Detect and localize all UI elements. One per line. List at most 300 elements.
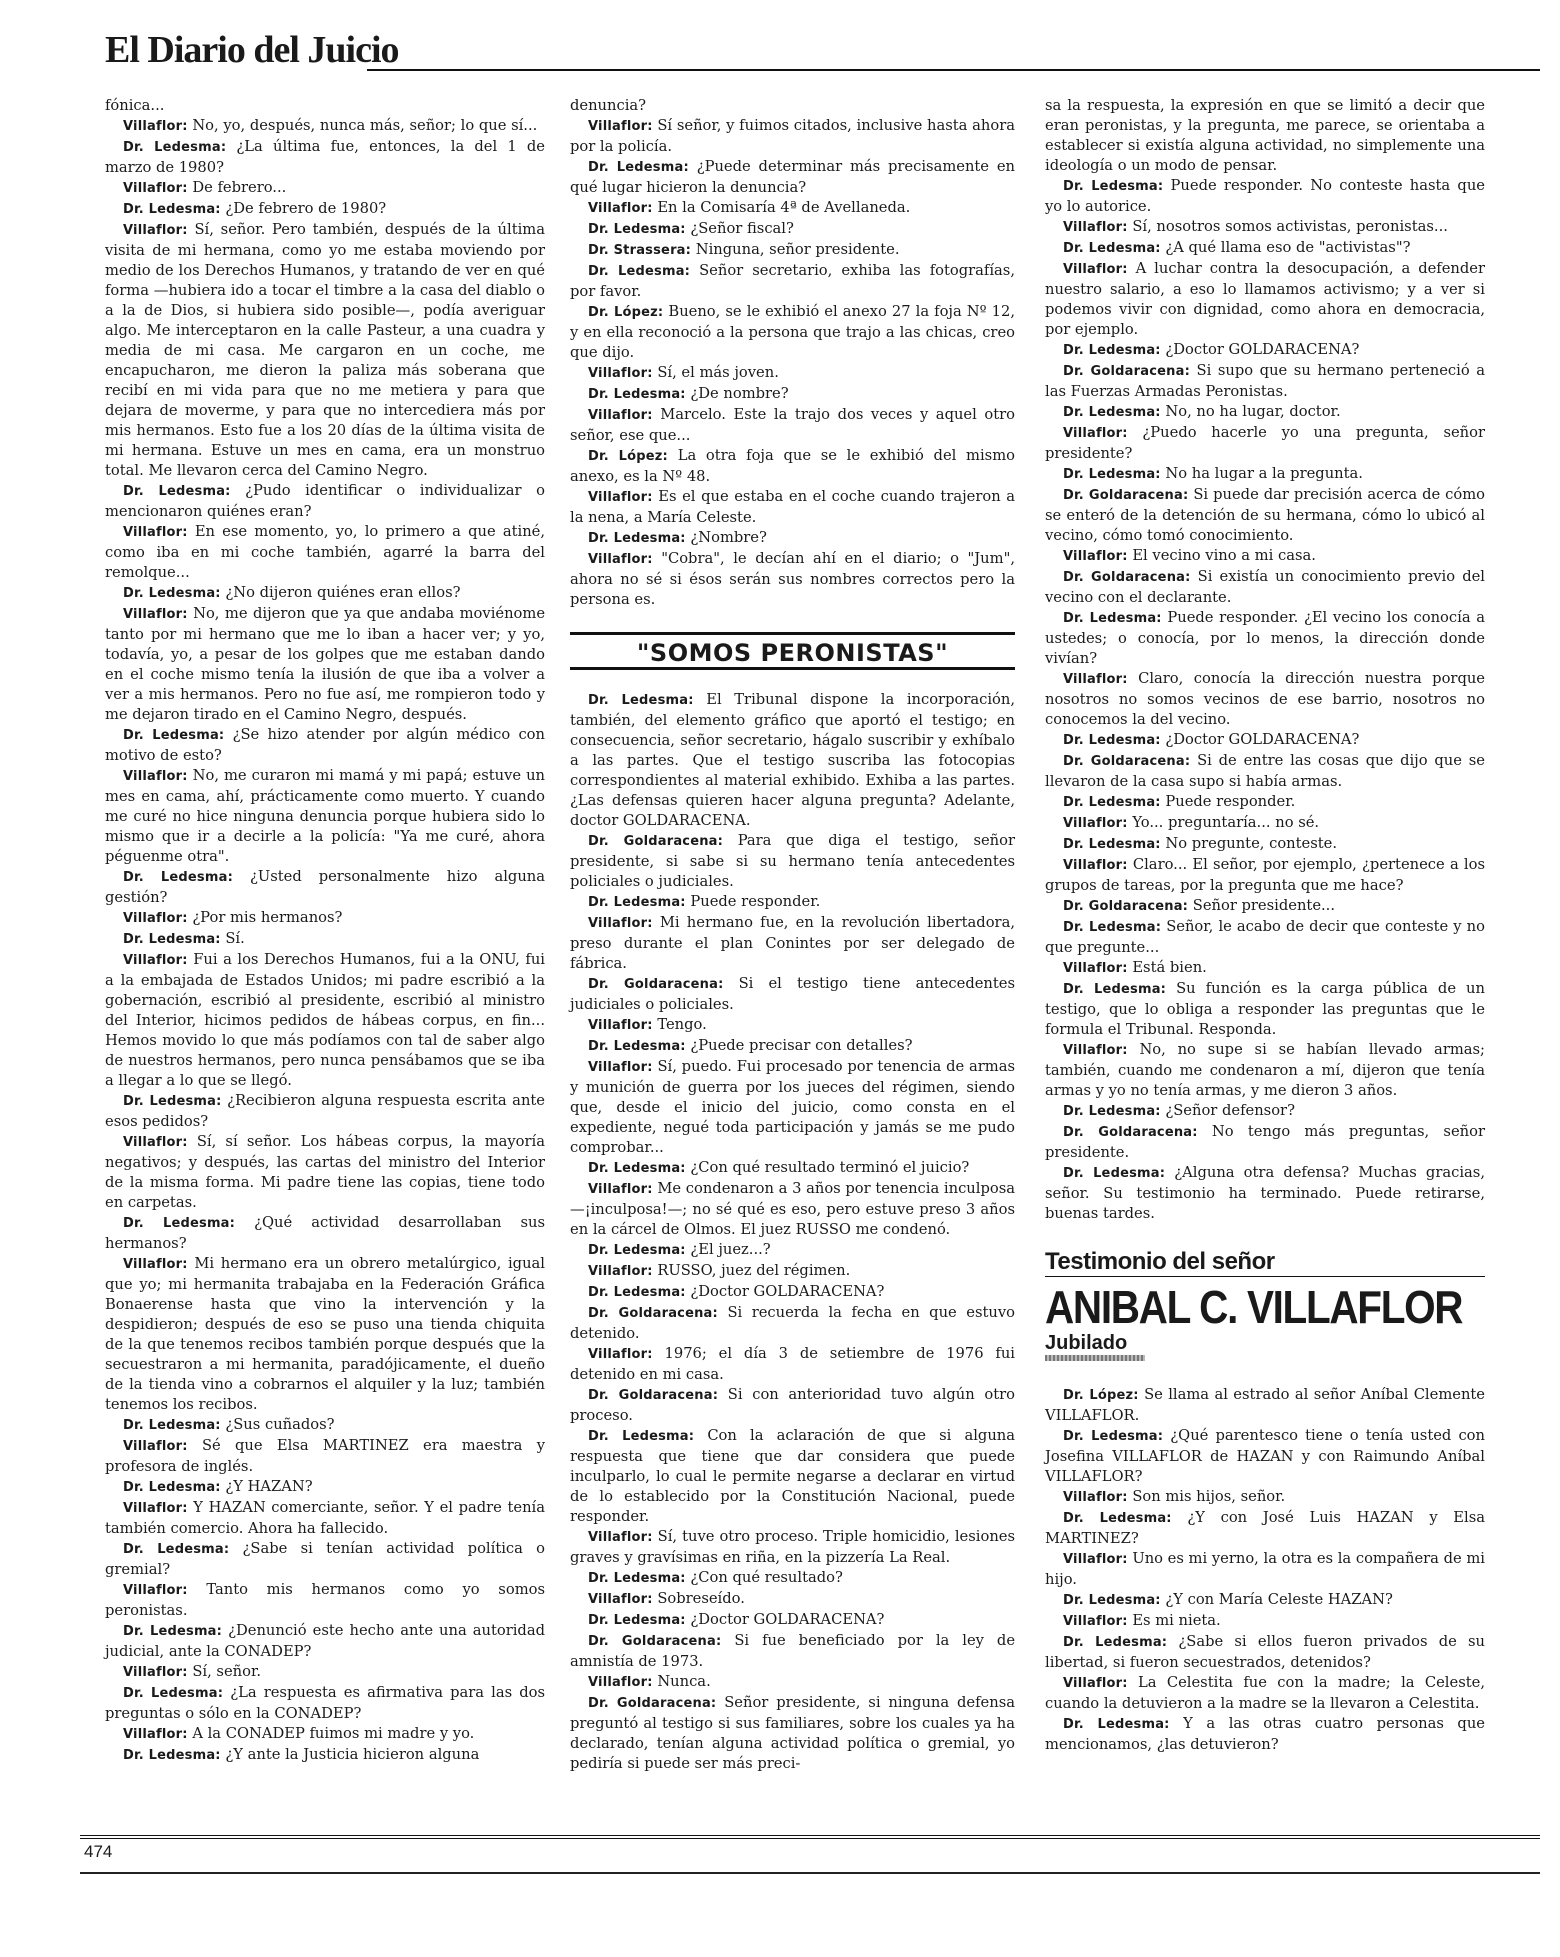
speech-text: Si recuerda la fecha en que estuvo detenido. [570,1304,1015,1342]
section-heading: "SOMOS PERONISTAS" [570,632,1015,670]
speech-text: ¿El juez...? [690,1241,771,1258]
dialogue-paragraph [570,1344,1015,1385]
speaker-label: Villaflor: [123,953,188,968]
dialogue-paragraph [1045,608,1485,669]
speech-text: Si de entre las cosas que dijo que se llevaron de la casa supo si había armas. [1045,752,1485,790]
dialogue-paragraph [1045,1632,1485,1673]
dialogue-paragraph [570,690,1015,831]
column-2 [570,96,1015,1774]
dialogue-paragraph [105,929,545,950]
speech-text: Uno es mi yerno, la otra es la compañera de mi hijo. [1045,1550,1485,1588]
dialogue-paragraph [105,604,545,725]
speaker-label: Dr. Ledesma: [1063,733,1161,748]
speaker-label: Villaflor: [588,1060,653,1075]
speaker-label: Villaflor: [123,1439,188,1454]
speaker-label: Dr. Goldaracena: [1063,899,1189,914]
dialogue-paragraph [1045,1611,1485,1632]
dialogue-paragraph [105,1662,545,1683]
dialogue-paragraph [1045,751,1485,792]
speech-text: Si fue beneficiado por la ley de amnistía de 1973. [570,1632,1016,1670]
dialogue-paragraph [105,522,545,583]
testimony-heading [1045,1248,1485,1361]
speaker-label: Dr. Goldaracena: [588,1388,719,1403]
speech-text: ¿Doctor GOLDARACENA? [690,1611,885,1628]
speaker-label: Villaflor: [588,201,653,216]
speaker-label: Villaflor: [1063,1552,1128,1567]
dialogue-paragraph [105,908,545,929]
dialogue-paragraph [1045,1590,1485,1611]
dialogue-paragraph [1045,361,1485,402]
speech-text: Con la aclaración de que si alguna respuesta que tiene que dar considera que puede inculparlo, lo cual le permite negarse a declarar en virtud de lo establecido por la Constitución Nacional, puede responder. [570,1427,1015,1525]
dialogue-paragraph [105,1415,545,1436]
dialogue-paragraph [570,528,1015,549]
speaker-label: Villaflor: [588,1018,653,1033]
speech-text: Para que diga el testigo, señor presidente, si sabe si su hermano tenía antecedentes policiales o judiciales. [570,832,1015,890]
speech-text: Claro... El señor, por ejemplo, ¿pertenece a los grupos de tareas, por la pregunta que me hace? [1045,856,1485,894]
dialogue-paragraph [570,96,1015,116]
masthead-rule [367,69,1540,71]
dialogue-paragraph [105,1580,545,1621]
speech-text: Y a las otras cuatro personas que mencionamos, ¿las detuvieron? [1045,1715,1485,1753]
speech-text: Su función es la carga pública de un testigo, que lo obliga a responder las preguntas que le formula el Tribunal. Responda. [1045,980,1485,1038]
speaker-label: Dr. López: [1063,1388,1139,1403]
speech-text: El Tribunal dispone la incorporación, también, del elemento gráfico que aportó el testigo; en consecuencia, señor secretario, hágalo suscribir y exhíbalo a las partes. Que el testigo suscriba las fotocopias correspondientes al material exhibido. Exhiba a las partes. ¿Las defensas quieren hacer alguna pregunta? Adelante, doctor GOLDARACENA. [570,691,1015,829]
speech-text: ¿De nombre? [690,385,789,402]
speaker-label: Dr. Ledesma: [1063,1593,1161,1608]
dialogue-paragraph [1045,1040,1485,1101]
speaker-label: Dr. Goldaracena: [1063,754,1191,769]
speaker-label: Dr. Ledesma: [1063,1429,1164,1444]
dialogue-paragraph [105,950,545,1091]
speaker-label: Dr. Ledesma: [1063,920,1162,935]
speech-text: A la CONADEP fuimos mi madre y yo. [192,1725,475,1742]
speaker-label: Dr. Ledesma: [123,1094,222,1109]
dialogue-paragraph [1045,176,1485,217]
speech-text: Si puede dar precisión acerca de cómo se enteró de la detención de su hermana, cómo lo ubicó al vecino, cómo tomó conocimiento. [1045,486,1485,544]
speech-text: Ninguna, señor presidente. [695,241,900,258]
dialogue-paragraph [105,1477,545,1498]
dialogue-paragraph [570,1631,1015,1672]
speech-text: Señor, le acabo de decir que conteste y no que pregunte... [1045,918,1485,956]
speaker-label: Villaflor: [1063,672,1128,687]
speaker-label: Dr. Goldaracena: [588,1634,722,1649]
speaker-label: Villaflor: [123,1583,188,1598]
speaker-label: Dr. Goldaracena: [588,1696,717,1711]
speech-text: En ese momento, yo, lo primero a que atiné, como iba en mi coche también, agarré la barra del remolque... [105,523,546,581]
column-1 [105,96,545,1766]
speaker-label: Dr. Ledesma: [1063,343,1161,358]
dialogue-paragraph [570,1693,1015,1774]
speech-text: Señor presidente... [1192,897,1336,914]
speech-text: ¿Se hizo atender por algún médico con motivo de esto? [105,726,545,764]
dialogue-paragraph [570,1057,1015,1158]
dialogue-paragraph [570,1158,1015,1179]
speech-text: Tanto mis hermanos como yo somos peronistas. [105,1581,545,1619]
dialogue-paragraph [105,1254,545,1415]
speaker-label: Dr. Ledesma: [123,932,221,947]
speech-text: ¿Y HAZAN? [225,1478,313,1495]
dialogue-paragraph [570,974,1015,1015]
speaker-label: Villaflor: [588,1530,653,1545]
witness-role: Jubilado [1045,1332,1128,1354]
speaker-label: Dr. Ledesma: [588,1613,686,1628]
speaker-label: Dr. Ledesma: [1063,467,1161,482]
dialogue-paragraph [570,157,1015,198]
dialogue-paragraph [105,867,545,908]
dialogue-paragraph [1045,979,1485,1040]
speech-text: ¿Señor fiscal? [690,220,794,237]
dialogue-paragraph [1045,1122,1485,1163]
speaker-label: Villaflor: [588,1675,653,1690]
decorative-bar [1045,1355,1145,1361]
dialogue-paragraph [570,1261,1015,1282]
dialogue-paragraph [570,302,1015,363]
speech-text: Está bien. [1132,959,1207,976]
speaker-label: Villaflor: [1063,1614,1128,1629]
speech-text: Sobreseído. [657,1590,745,1607]
speech-text: ¿Alguna otra defensa? Muchas gracias, señor. Su testimonio ha terminado. Puede retirarse, buenas tardes. [1045,1164,1485,1222]
speech-text: fónica... [105,97,165,114]
speaker-label: Dr. Ledesma: [588,531,686,546]
speech-text: ¿Sabe si tenían actividad política o gremial? [105,1540,545,1578]
dialogue-paragraph [570,219,1015,240]
speaker-label: Dr. Ledesma: [1063,982,1167,997]
speech-text: ¿Y ante la Justicia hicieron alguna [225,1746,480,1763]
speaker-label: Dr. Ledesma: [588,222,686,237]
speech-text: "Cobra", le decían ahí en el diario; o "Jum", ahora no sé si ésos serán sus nombres correctos pero la persona es. [570,550,1015,608]
speech-text: Sí, tuve otro proceso. Triple homicidio, lesiones graves y gravísimas en riña, en la pizzería La Real. [570,1528,1016,1566]
speaker-label: Villaflor: [123,525,188,540]
speaker-label: Villaflor: [123,223,188,238]
dialogue-paragraph [570,1426,1015,1527]
dialogue-paragraph [570,1385,1015,1426]
speaker-label: Dr. Ledesma: [123,1624,223,1639]
speaker-label: Villaflor: [588,366,653,381]
speaker-label: Villaflor: [123,119,188,134]
speech-text: Si existía un conocimiento previo del vecino con el declarante. [1045,568,1485,606]
speaker-label: Villaflor: [588,1264,653,1279]
speaker-label: Villaflor: [588,1182,653,1197]
dialogue-paragraph [570,913,1015,974]
speech-text: Son mis hijos, señor. [1132,1488,1286,1505]
speaker-label: Dr. Strassera: [588,243,692,258]
dialogue-paragraph [105,1539,545,1580]
speaker-label: Dr. Goldaracena: [588,834,724,849]
speech-text: Sí, puedo. Fui procesado por tenencia de armas y munición de guerra por los jueces del régimen, siendo que, desde el inicio del juicio, como consta en el expediente, negué toda participación y jamás se me pudo comprobar... [570,1058,1015,1156]
speech-text: ¿Puede determinar más precisamente en qué lugar hicieron la denuncia? [570,158,1015,196]
speech-text: Puede responder. ¿El vecino los conocía a ustedes; o conocía, por lo menos, la dirección donde vivían? [1045,609,1485,667]
dialogue-paragraph [570,1240,1015,1261]
speech-text: A luchar contra la desocupación, a defender nuestro salario, a eso lo llamamos activismo; y a ver si podemos vivir con dignidad, como ahora en democracia, por ejemplo. [1045,260,1486,338]
speech-text: Bueno, se le exhibió el anexo 27 la foja Nº 12, y en ella reconoció a la persona que trajo a las chicas, creo que dijo. [570,303,1015,361]
dialogue-paragraph [570,198,1015,219]
dialogue-paragraph [570,892,1015,913]
speech-text: Claro, conocía la dirección nuestra porque nosotros no somos vecinos de ese barrio, nosotros no conocemos la del vecino. [1045,670,1485,728]
dialogue-paragraph [105,1091,545,1132]
speech-text: ¿Puedo hacerle yo una pregunta, señor presidente? [1045,424,1485,462]
speaker-label: Dr. Goldaracena: [1063,488,1189,503]
speech-text: ¿La respuesta es afirmativa para las dos preguntas o sólo en la CONADEP? [105,1684,545,1722]
dialogue-paragraph [570,1568,1015,1589]
speech-text: Tengo. [657,1016,707,1033]
speaker-label: Dr. Ledesma: [1063,1166,1166,1181]
speech-text: ¿Por mis hermanos? [192,909,343,926]
dialogue-paragraph [570,1527,1015,1568]
speaker-label: Villaflor: [123,607,188,622]
dialogue-paragraph [1045,238,1485,259]
dialogue-paragraph [1045,1549,1485,1590]
masthead-title: El Diario del Juicio [105,29,399,71]
speech-text: Fui a los Derechos Humanos, fui a la ONU, fui a la embajada de Estados Unidos; mi padre escribió a la gobernación, escribió al presidente, escribió al ministro del Interior, hicimos pedidos de hábeas corpus, en fin... Hemos movido lo que más podíamos con tal de saber algo de nuestros hermanos, pero nunca pensábamos que se iba a llegar a lo que se llegó. [105,951,545,1089]
speaker-label: Dr. Ledesma: [1063,1635,1168,1650]
dialogue-paragraph [105,725,545,766]
dialogue-paragraph [570,446,1015,487]
dialogue-paragraph [105,1724,545,1745]
speaker-label: Dr. Ledesma: [123,586,221,601]
speech-text: ¿Y con María Celeste HAZAN? [1165,1591,1393,1608]
dialogue-paragraph [570,1015,1015,1036]
speaker-label: Villaflor: [123,1257,188,1272]
speech-text: No, no supe si se habían llevado armas; también, cuando me condenaron a mí, dijeron que tenía armas y yo no tenía armas, y me dieron 3 años. [1045,1041,1486,1099]
column-2-part-b [570,690,1015,1774]
speech-text: No, yo, después, nunca más, señor; lo que sí... [192,117,538,134]
column-3-part-a [1045,96,1485,1224]
speech-text: Yo... preguntaría... no sé. [1132,814,1320,831]
speech-text: ¿Con qué resultado? [690,1569,843,1586]
speech-text: 1976; el día 3 de setiembre de 1976 fui detenido en mi casa. [570,1345,1015,1383]
speaker-label: Villaflor: [588,1347,653,1362]
dialogue-paragraph [1045,834,1485,855]
dialogue-paragraph [105,1683,545,1724]
speaker-label: Dr. Ledesma: [1063,241,1161,256]
speech-text: Sí, señor. [192,1663,262,1680]
speech-text: No tengo más preguntas, señor presidente. [1045,1123,1485,1161]
dialogue-paragraph [1045,464,1485,485]
dialogue-paragraph [1045,567,1485,608]
dialogue-paragraph [105,1745,545,1766]
speaker-label: Villaflor: [1063,1490,1128,1505]
dialogue-paragraph [105,583,545,604]
speech-text: Se llama al estrado al señor Aníbal Clemente VILLAFLOR. [1045,1386,1485,1424]
speaker-label: Villaflor: [1063,1043,1128,1058]
speech-text: Es mi nieta. [1132,1612,1221,1629]
speech-text: Y HAZAN comerciante, señor. Y el padre tenía también comercio. Ahora ha fallecido. [105,1499,545,1537]
speech-text: Si con anterioridad tuvo algún otro proceso. [570,1386,1015,1424]
speaker-label: Villaflor: [123,1501,188,1516]
speech-text: Nunca. [657,1673,711,1690]
bottom-rule [80,1872,1540,1874]
dialogue-paragraph [1045,546,1485,567]
dialogue-paragraph [1045,423,1485,464]
dialogue-paragraph [1045,730,1485,751]
speech-text: No, me dijeron que ya que andaba moviénome tanto por mi hermano que me lo iban a hacer ver; y yo, todavía, yo, a pesar de los golpes que me estaban dando en el coche mismo tenía la ilusión de que iba a volver a ver a mis hermanos. Pero no fue así, me rompieron todo y me dejaron tirado en el Camino Negro, después. [105,605,546,723]
speaker-label: Villaflor: [588,552,653,567]
speech-text: Sí, nosotros somos activistas, peronistas... [1132,218,1448,235]
speaker-label: Dr. Ledesma: [123,1748,221,1763]
speaker-label: Villaflor: [123,1727,188,1742]
speech-text: Señor secretario, exhiba las fotografías, por favor. [570,262,1016,300]
speaker-label: Villaflor: [588,408,653,423]
dialogue-paragraph [105,137,545,178]
speaker-label: Dr. Ledesma: [1063,1511,1172,1526]
dialogue-paragraph [1045,917,1485,958]
speaker-label: Villaflor: [1063,220,1128,235]
speech-text: Sé que Elsa MARTINEZ era maestra y profesora de inglés. [105,1437,545,1475]
speaker-label: Dr. Ledesma: [1063,611,1162,626]
dialogue-paragraph [570,1036,1015,1057]
speaker-label: Dr. Ledesma: [588,1571,686,1586]
speech-text: ¿La última fue, entonces, la del 1 de marzo de 1980? [105,138,545,176]
speaker-label: Dr. Goldaracena: [588,977,724,992]
speaker-label: Dr. Goldaracena: [1063,364,1190,379]
speaker-label: Dr. Ledesma: [1063,837,1161,852]
speaker-label: Dr. Ledesma: [123,870,233,885]
speaker-label: Villaflor: [1063,961,1128,976]
dialogue-paragraph [570,549,1015,610]
dialogue-paragraph [1045,217,1485,238]
speech-text: Me condenaron a 3 años por tenencia inculposa —¡inculposa!—; no sé qué es eso, pero estuve preso 3 años en la cárcel de Olmos. El juez RUSSO me condenó. [570,1180,1016,1238]
speech-text: Mi hermano fue, en la revolución libertadora, preso durante el plan Conintes por ser delegado de fábrica. [570,914,1015,972]
dialogue-paragraph [1045,1426,1485,1487]
speaker-label: Villaflor: [1063,262,1128,277]
speaker-label: Dr. Ledesma: [588,1039,686,1054]
testimony-kicker: Testimonio del señor [1045,1252,1485,1277]
dialogue-paragraph [1045,1163,1485,1224]
dialogue-paragraph [570,384,1015,405]
column-2-part-a [570,96,1015,610]
speech-text: No ha lugar a la pregunta. [1165,465,1363,482]
speaker-label: Villaflor: [123,769,188,784]
speech-text: ¿Nombre? [690,529,767,546]
speech-text: ¿Pudo identificar o individualizar o mencionaron quiénes eran? [105,482,545,520]
dialogue-paragraph [570,1610,1015,1631]
speech-text: No, me curaron mi mamá y mi papá; estuve un mes en cama, ahí, prácticamente como muerto. Y cuando me curé no hice ninguna denuncia porque hubiera sido lo mismo que ir a decirle a la policía: "Ya me curé, ahora péguenme otra". [105,767,546,865]
speech-text: Sí, el más joven. [657,364,779,381]
dialogue-paragraph [570,1672,1015,1693]
speech-text: ¿De febrero de 1980? [225,200,387,217]
speaker-label: Dr. Ledesma: [588,693,694,708]
speech-text: Sí. [225,930,245,947]
dialogue-paragraph [570,1303,1015,1344]
speaker-label: Dr. López: [588,305,664,320]
speech-text: Puede responder. No conteste hasta que yo lo autorice. [1045,177,1485,215]
dialogue-paragraph [105,1621,545,1662]
dialogue-paragraph [105,96,545,116]
page-number: 474 [84,1842,113,1861]
speech-text: ¿Qué actividad desarrollaban sus hermanos? [105,1214,545,1252]
speech-text: Puede responder. [1165,793,1296,810]
speech-text: ¿A qué llama eso de "activistas"? [1165,239,1411,256]
dialogue-paragraph [105,766,545,867]
speaker-label: Villaflor: [123,181,188,196]
speaker-label: Villaflor: [588,119,653,134]
speech-text: ¿Recibieron alguna respuesta escrita ante esos pedidos? [105,1092,545,1130]
speech-text: ¿Puede precisar con detalles? [690,1037,913,1054]
dialogue-paragraph [570,1179,1015,1240]
speech-text: ¿No dijeron quiénes eran ellos? [225,584,461,601]
dialogue-paragraph [1045,259,1485,340]
speech-text: Es el que estaba en el coche cuando trajeron a la nena, a María Celeste. [570,488,1016,526]
speaker-label: Dr. Ledesma: [588,1243,686,1258]
dialogue-paragraph [105,116,545,137]
dialogue-paragraph [570,831,1015,892]
speech-text: ¿Sabe si ellos fueron privados de su libertad, si fueron secuestrados, detenidos? [1045,1633,1485,1671]
dialogue-paragraph [570,261,1015,302]
speaker-label: Dr. Ledesma: [588,895,686,910]
dialogue-paragraph [1045,1101,1485,1122]
speaker-label: Villaflor: [123,1135,188,1150]
dialogue-paragraph [570,116,1015,157]
speech-text: Mi hermano era un obrero metalúrgico, igual que yo; mi hermanita trabajaba en la Federación Gráfica Bonaerense hasta que vino la intervención y la despidieron; después de eso se puso una tienda chiquita de la que tenemos recibos también porque después que la secuestraron a mi hermanita, paradójicamente, el dueño de la tienda vino a cobrarnos el alquiler y la luz; también tenemos los recibos. [105,1255,545,1413]
dialogue-paragraph [105,220,545,481]
speaker-label: Villaflor: [1063,858,1128,873]
speech-text: No, no ha lugar, doctor. [1165,403,1341,420]
speaker-label: Villaflor: [1063,816,1128,831]
dialogue-paragraph [1045,340,1485,361]
speaker-label: Dr. Ledesma: [588,1161,686,1176]
dialogue-paragraph [105,178,545,199]
speaker-label: Villaflor: [1063,549,1128,564]
dialogue-paragraph [1045,96,1485,176]
speech-text: ¿Doctor GOLDARACENA? [690,1283,885,1300]
speaker-label: Dr. Ledesma: [588,160,689,175]
speaker-label: Dr. Ledesma: [123,1542,230,1557]
speech-text: Sí señor, y fuimos citados, inclusive hasta ahora por la policía. [570,117,1015,155]
speech-text: ¿Usted personalmente hizo alguna gestión? [105,868,545,906]
dialogue-paragraph [1045,792,1485,813]
dialogue-paragraph [1045,855,1485,896]
speech-text: ¿Y con José Luis HAZAN y Elsa MARTINEZ? [1045,1509,1485,1547]
dialogue-paragraph [1045,813,1485,834]
dialogue-paragraph [105,481,545,522]
dialogue-paragraph [570,1282,1015,1303]
dialogue-paragraph [1045,958,1485,979]
speaker-label: Dr. Goldaracena: [1063,570,1191,585]
speech-text: Si el testigo tiene antecedentes judiciales o policiales. [570,975,1015,1013]
speaker-label: Dr. Ledesma: [588,1285,686,1300]
dialogue-paragraph [1045,1508,1485,1549]
footer-rule [80,1835,1540,1839]
column-3 [1045,96,1485,1755]
dialogue-paragraph [105,1213,545,1254]
speech-text: La Celestita fue con la madre; la Celeste, cuando la detuvieron a la madre se la llevaron a Celestita. [1045,1674,1485,1712]
speech-text: Señor presidente, si ninguna defensa preguntó al testigo si sus familiares, sobre los cuales ya ha declarado, tenían alguna actividad política o gremial, yo pediría si puede ser más preci- [570,1694,1015,1772]
speech-text: Puede responder. [690,893,821,910]
speaker-label: Dr. Ledesma: [123,484,231,499]
speaker-label: Villaflor: [588,490,653,505]
dialogue-paragraph [1045,1487,1485,1508]
speech-text: ¿Señor defensor? [1165,1102,1295,1119]
speech-text: Marcelo. Este la trajo dos veces y aquel otro señor, ese que... [570,406,1015,444]
dialogue-paragraph [570,363,1015,384]
speech-text: ¿Doctor GOLDARACENA? [1165,341,1360,358]
speaker-label: Villaflor: [123,1665,188,1680]
speaker-label: Dr. Ledesma: [123,1418,221,1433]
dialogue-paragraph [1045,896,1485,917]
speaker-label: Dr. Ledesma: [123,1480,221,1495]
dialogue-paragraph [1045,402,1485,423]
speech-text: denuncia? [570,97,647,114]
speaker-label: Dr. López: [588,449,668,464]
speech-text: ¿Doctor GOLDARACENA? [1165,731,1360,748]
dialogue-paragraph [1045,1714,1485,1755]
dialogue-paragraph [105,199,545,220]
speech-text: sa la respuesta, la expresión en que se limitó a decir que eran peronistas, y la pregunta, me parece, se orientaba a establecer si existía alguna actividad, no simplemente una ideología o un modo de pensar. [1045,97,1485,174]
speaker-label: Dr. Ledesma: [123,1686,224,1701]
speaker-label: Villaflor: [1063,1676,1128,1691]
speaker-label: Dr. Ledesma: [588,1429,695,1444]
dialogue-paragraph [105,1132,545,1213]
